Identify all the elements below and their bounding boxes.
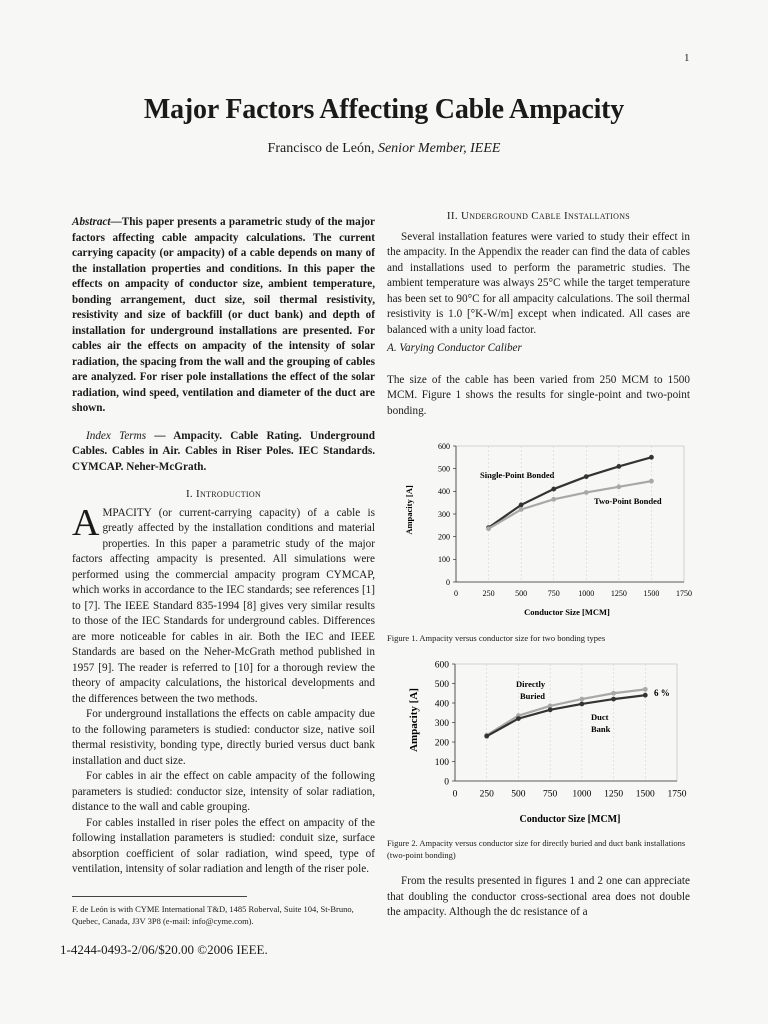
plot-frame — [456, 446, 684, 582]
y-tick-label: 400 — [434, 699, 449, 710]
data-point — [548, 707, 553, 712]
figure-1-x-axis-label: Conductor Size [MCM] — [524, 607, 610, 617]
x-tick-label: 250 — [479, 789, 494, 800]
data-point — [616, 464, 621, 469]
abstract — [72, 215, 375, 417]
footnote-rule — [72, 896, 247, 897]
figure-2-x-axis-label: Conductor Size [MCM] — [519, 814, 621, 825]
left-column — [72, 215, 375, 878]
data-point — [551, 497, 556, 502]
y-tick-label: 100 — [438, 555, 450, 565]
data-point — [579, 702, 584, 707]
x-tick-label: 750 — [543, 789, 558, 800]
index-terms-label: Index Terms — [86, 429, 147, 442]
series-line-1 — [489, 457, 652, 527]
page-number: 1 — [684, 52, 690, 64]
copyright-line: 1-4244-0493-2/06/$20.00 ©2006 IEEE. — [60, 942, 268, 957]
section2-paragraph-3 — [387, 874, 690, 921]
x-tick-label: 0 — [454, 589, 458, 598]
data-point — [584, 474, 589, 479]
figure-2-label-buried: Buried — [520, 691, 546, 701]
data-point — [516, 716, 521, 721]
data-point — [616, 484, 621, 489]
intro-paragraph-3: For cables in air the effect on cable ampacity of the following parameters is studied: conductor size, intensity of solar radiation, distance to the wall and cable grouping. — [72, 770, 375, 813]
figure-2-label-bank: Bank — [591, 724, 611, 734]
plot-frame — [455, 664, 677, 781]
y-tick-label: 500 — [434, 679, 449, 690]
y-tick-label: 300 — [434, 718, 449, 729]
paper-title: Major Factors Affecting Cable Ampacity — [143, 94, 625, 125]
x-tick-label: 750 — [547, 589, 560, 598]
author-role: Senior Member, IEEE — [377, 141, 501, 156]
x-tick-label: 1000 — [572, 789, 592, 800]
footnote: F. de León is with CYME International T&D, 1485 Roberval, Suite 104, St-Bruno, Quebec, Canada, J3V 3P8 (e-mail: info@cyme.com). — [72, 904, 354, 926]
y-tick-label: 600 — [434, 660, 449, 671]
data-point — [584, 490, 589, 495]
data-point — [551, 487, 556, 492]
author-line — [0, 141, 768, 157]
figure-2-label-duct: Duct — [591, 712, 609, 722]
data-point — [486, 526, 491, 531]
x-tick-label: 250 — [482, 589, 495, 598]
x-tick-label: 500 — [515, 589, 528, 598]
x-tick-label: 500 — [511, 789, 526, 800]
section2-paragraph-3-body: From the results presented in figures 1 and 2 one can appreciate that doubling the conductor cross-sectional area does not double the ampacity. Although the dc resistance of a — [387, 875, 690, 918]
abstract-text: —This paper presents a parametric study of the major factors affecting cable ampacity calculations. The current carrying capacity (or ampacity) of a cable depends on many of the installation properties and conditions. In this paper the effects on ampacity of conductor size, ambient temperature, bonding arrangement, duct size, soil thermal resistivity, resistivity and size of backfill (or duct bank) and depth of installation for underground installations are presented. For cables air the effects on ampacity of the intensity of solar radiation, the spacing from the wall and the grouping of cables are analyzed. For riser pole installations the effect of the solar radiation, wind speed, ventilation and diameter of the duct are shown. — [72, 216, 375, 414]
y-tick-label: 300 — [438, 509, 450, 519]
x-tick-label: 1500 — [643, 589, 660, 598]
section-heading-underground: II. Underground Cable Installations — [446, 210, 631, 222]
figure-1-label-single-point: Single-Point Bonded — [480, 470, 555, 480]
figure-2-chart — [395, 655, 700, 830]
figure-2-y-axis-label: Ampacity [A] — [408, 688, 420, 752]
data-point — [484, 734, 489, 739]
abstract-label: Abstract — [72, 216, 111, 228]
section2-paragraph-3-text — [387, 874, 690, 921]
intro-paragraph-1 — [72, 501, 375, 708]
data-point — [611, 697, 616, 702]
x-tick-label: 1750 — [667, 789, 687, 800]
figure-1-caption: Figure 1. Ampacity versus conductor size for two bonding types — [387, 633, 606, 643]
x-tick-label: 1250 — [604, 789, 624, 800]
data-point — [643, 687, 648, 692]
x-tick-label: 1250 — [610, 589, 627, 598]
section-heading-introduction: I. Introduction — [185, 488, 262, 500]
y-tick-label: 600 — [438, 441, 450, 451]
x-tick-label: 1500 — [635, 789, 655, 800]
section2-paragraph-2: The size of the cable has been varied from 250 MCM to 1500 MCM. Figure 1 shows the results for single-point and two-point bonding. — [387, 373, 690, 417]
series-line-1 — [487, 689, 646, 735]
section2-paragraph-1: Several installation features were varied to study their effect in the ampacity. In the Appendix the reader can find the data of cables and installations used to perform the parametric studies. The ambient temperature was always 25°C while the target temperature has been set to 90°C for all ampacity calculations. The soil thermal resistivity is 1.0 [°K-W/m] except when indicated. All cases are balanced with a unity load factor. — [387, 230, 690, 336]
index-terms-text: — Ampacity. Cable Rating. Underground Cables. Cables in Air. Cables in Riser Poles. IEC Standards. CYMCAP. Neher-McGrath. — [72, 429, 375, 473]
data-point — [649, 479, 654, 484]
right-column — [387, 209, 690, 419]
data-point — [643, 693, 648, 698]
subsection-heading-conductor-caliber: A. Varying Conductor Caliber — [387, 342, 522, 354]
figure-2-caption: Figure 2. Ampacity versus conductor size for directly buried and duct bank installations (two-point bonding) — [387, 838, 686, 860]
intro-paragraph-1-text: MPACITY (or current-carrying capacity) of a cable is greatly affected by the installation conditions and material properties. In this paper a parametric study of the major factors affecting ampacity is presented. All simulations were performed using the commercial ampacity program CYMCAP, which works in accordance to the IEC standards; see references [1] to [7]. The IEEE Standard 835-1994 [8] gives very similar results to those of the IEC Standards for underground cables. Differences are more noticeable for cables in air. Both the IEC and IEEE Standards are based on the Neher-McGrath method published in 1957 [9]. The reader is referred to [10] for a thorough review the theory of ampacity calculations, the historical developments and the differences between the two methods. — [72, 506, 375, 705]
y-tick-label: 200 — [438, 532, 450, 542]
y-tick-label: 400 — [438, 487, 450, 497]
y-tick-label: 500 — [438, 464, 450, 474]
data-point — [611, 691, 616, 696]
data-point — [579, 697, 584, 702]
data-point — [519, 503, 524, 508]
data-point — [649, 455, 654, 460]
author-name: Francisco de León, — [267, 141, 378, 156]
y-tick-label: 100 — [434, 757, 449, 768]
x-tick-label: 1750 — [676, 589, 692, 598]
intro-paragraph-2: For underground installations the effects on cable ampacity due to the following parameters is studied: conductor size, native soil thermal resistivity, bonding type, directly buried versus duct bank installation and duct size. — [72, 708, 375, 767]
data-point — [519, 507, 524, 512]
series-line-2 — [487, 695, 646, 736]
figure-1-y-axis-label: Ampacity [A] — [404, 485, 414, 535]
y-tick-label: 0 — [446, 577, 450, 587]
figure-2-annotation: 6 % — [654, 688, 670, 698]
x-tick-label: 1000 — [578, 589, 595, 598]
figure-1-label-two-point: Two-Point Bonded — [594, 496, 662, 506]
y-tick-label: 200 — [434, 738, 449, 749]
figure-1-chart — [400, 440, 700, 620]
y-tick-label: 0 — [444, 777, 449, 788]
index-terms — [72, 429, 375, 476]
figure-2-label-directly: Directly — [516, 679, 546, 689]
intro-paragraph-4: For cables installed in riser poles the effect on ampacity of the following installation parameters is studied: conduit size, surface absorption coefficient of solar radiation, wind speed, type of ventilation, intensity of solar radiation and length of the riser pole. — [72, 816, 375, 875]
drop-cap: A — [72, 501, 100, 544]
x-tick-label: 0 — [452, 789, 458, 800]
